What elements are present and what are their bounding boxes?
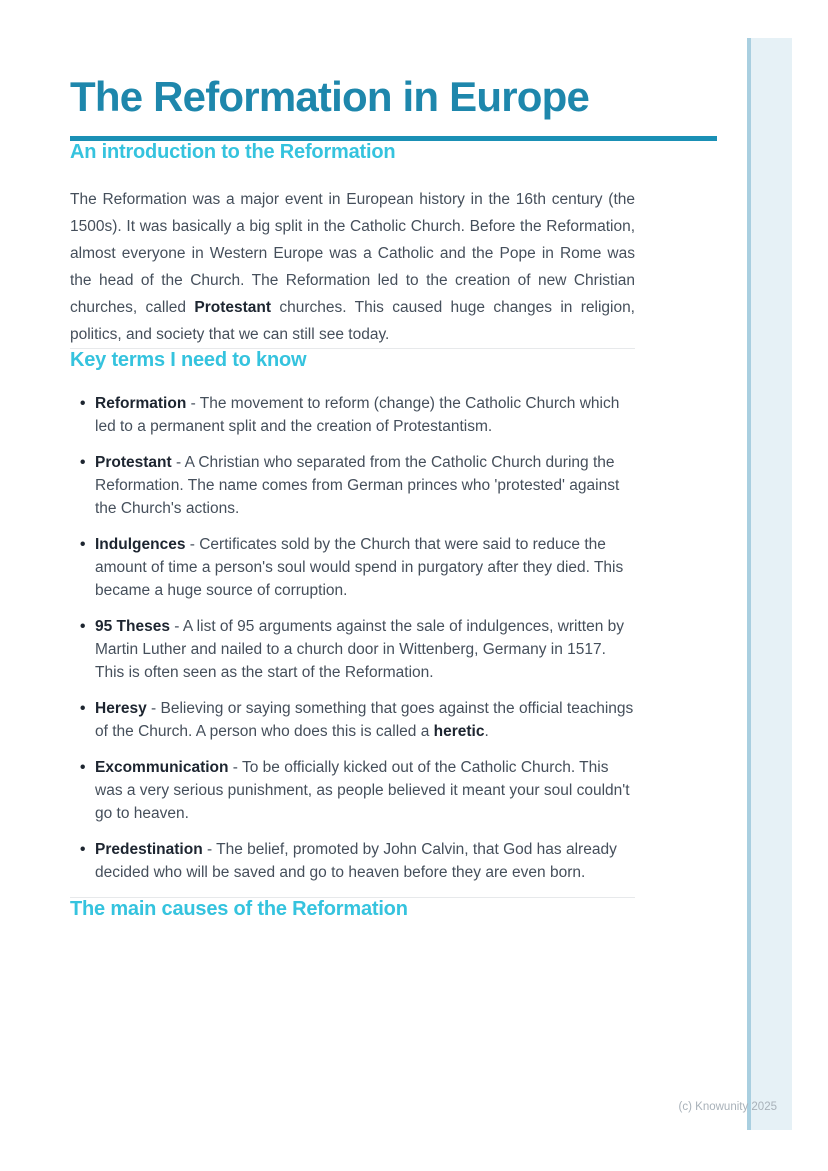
key-term-definition: - The belief, promoted by John Calvin, that God has already decided who will be saved and go to heaven before they are even born. (95, 841, 617, 882)
key-term-label: Predestination (95, 841, 203, 859)
section-introduction (70, 141, 717, 348)
section-key-terms (70, 349, 717, 884)
key-terms-list (70, 392, 635, 884)
key-term-label: Excommunication (95, 759, 229, 777)
key-term-definition: - To be officially kicked out of the Catholic Church. This was a very serious punishment, as people believed it meant your soul couldn't go to heaven. (95, 759, 630, 823)
key-term-definition: - Believing or saying something that goes against the official teachings of the Church. A person who does this is called a heretic. (95, 700, 634, 741)
document-content (70, 0, 717, 921)
intro-heading: An introduction to the Reformation (70, 141, 396, 164)
key-term-definition: - Certificates sold by the Church that were said to reduce the amount of time a person's soul would spend in purgatory after they died. This became a huge source of corruption. (95, 536, 624, 600)
key-term-item (95, 756, 635, 825)
key-term-definition: - A list of 95 arguments against the sale of indulgences, written by Martin Luther and nailed to a church door in Wittenberg, Germany in 1517. This is often seen as the start of the Reformation. (95, 618, 625, 682)
key-term-label: 95 Theses (95, 618, 170, 636)
key-term-definition: - A Christian who separated from the Catholic Church during the Reformation. The name comes from German princes who 'protested' against the Church's actions. (95, 454, 620, 518)
key-term-label: Protestant (95, 454, 172, 472)
key-term-item (95, 615, 635, 684)
key-term-item (95, 838, 635, 884)
key-term-label: Reformation (95, 395, 187, 413)
right-margin-stripe (747, 38, 792, 1130)
section-main-causes (70, 898, 717, 921)
key-term-item (95, 533, 635, 602)
key-term-item (95, 451, 635, 520)
key-term-label: Heresy (95, 700, 147, 718)
key-terms-heading: Key terms I need to know (70, 349, 307, 372)
intro-paragraph: The Reformation was a major event in European history in the 16th century (the 1500s). It was basically a big split in the Catholic Church. Before the Reformation, almost everyone in Western Europe was a Catholic and the Pope in Rome was the head of the Church. The Reformation led to the creation of new Christian churches, called Protestant churches. This caused huge changes in religion, politics, and society that we can still see today. (70, 191, 635, 344)
causes-heading: The main causes of the Reformation (70, 898, 408, 921)
copyright-footer: (c) Knowunity 2025 (678, 1101, 777, 1113)
key-term-label: Indulgences (95, 536, 186, 554)
key-term-item (95, 392, 635, 438)
page-title: The Reformation in Europe (70, 73, 590, 120)
key-term-definition: - The movement to reform (change) the Catholic Church which led to a permanent split and the creation of Protestantism. (95, 395, 620, 436)
key-term-item (95, 697, 635, 743)
